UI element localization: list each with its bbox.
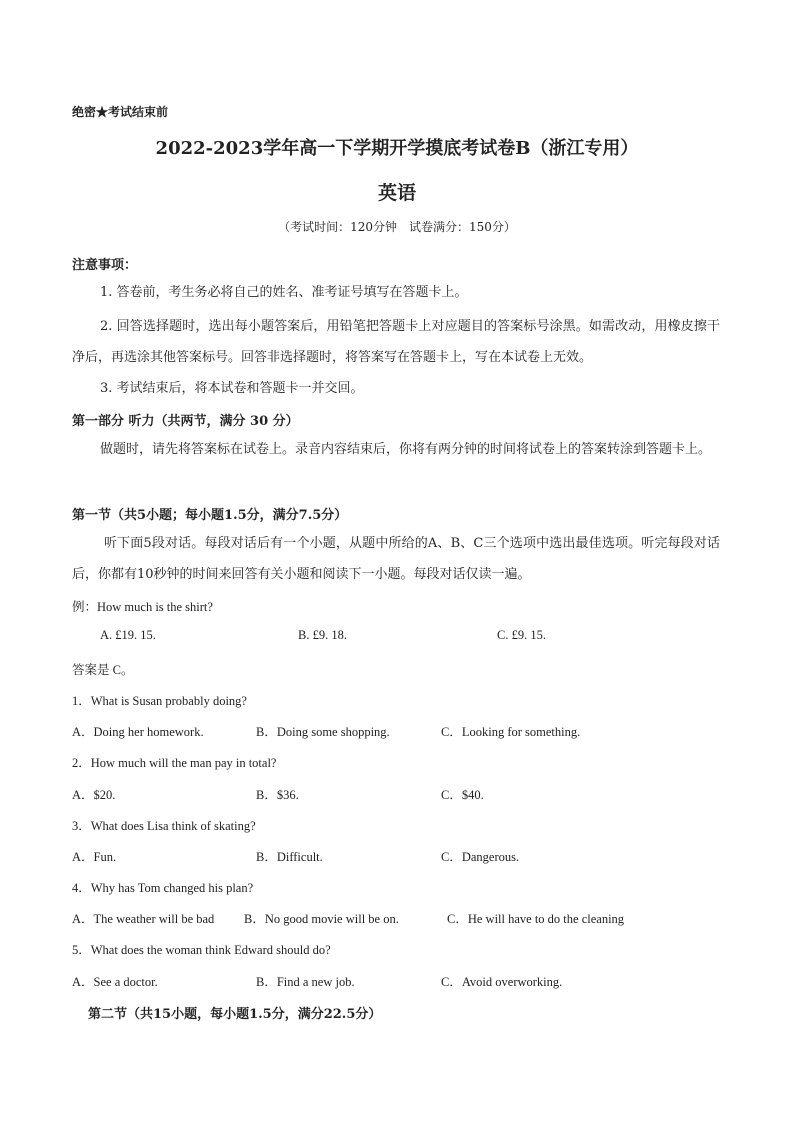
notes-heading: 注意事项： [72,258,138,273]
section1-instruction: 听下面5段对话。每段对话后有一个小题，从题中所给的A、B、C三个选项中选出最佳选项。听完每段对话后，你都有10秒钟的时间来回答有关小题和阅读下一小题。每段对话仅读一遍。 [72,536,720,582]
example-option-b: B. £9. 18. [298,628,347,642]
time-info: （考试时间：120分钟 试卷满分：150分） [278,220,516,234]
question-4: 4．Why has Tom changed his plan? [72,881,254,895]
exam-title: 2022-2023学年高一下学期开学摸底考试卷B（浙江专用） [155,138,639,159]
q3-option-c: C．Dangerous. [441,850,520,864]
example-option-a: A. £19. 15. [100,628,156,642]
note-item-2: 2. 回答选择题时，选出每小题答案后，用铅笔把答题卡上对应题目的答案标号涂黑。如需改动，用橡皮擦干净后，再选涂其他答案标号。回答非选择题时，将答案写在答题卡上，写在本试卷上无效。 [72,319,720,365]
note-item-3: 3. 考试结束后，将本试卷和答题卡一并交回。 [100,381,364,396]
q5-option-a: A．See a doctor. [72,975,158,989]
question-3: 3．What does Lisa think of skating? [72,819,256,833]
q4-option-c: C．He will have to do the cleaning [447,912,625,926]
q1-option-c: C．Looking for something. [441,725,581,739]
q3-option-a: A．Fun. [72,850,117,864]
section2-heading: 第二节（共15小题，每小题1.5分，满分22.5分） [88,1007,382,1022]
question-1: 1．What is Susan probably doing? [72,694,247,708]
example-option-c: C. £9. 15. [497,628,546,642]
q3-option-b: B．Difficult. [256,850,323,864]
q2-option-a: A．$20. [72,788,116,802]
question-2: 2．How much will the man pay in total? [72,756,277,770]
example-answer: 答案是 C。 [72,663,134,677]
question-5: 5．What does the woman think Edward should do? [72,943,331,957]
note-item-1: 1. 答卷前，考生务必将自己的姓名、准考证号填写在答题卡上。 [100,285,468,300]
subject-title: 英语 [377,182,416,204]
q5-option-c: C．Avoid overworking. [441,975,563,989]
q4-option-b: B．No good movie will be on. [244,912,399,926]
example-question: 例：How much is the shirt? [72,600,213,614]
section1-heading: 第一节（共5小题；每小题1.5分，满分7.5分） [72,508,348,523]
q2-option-c: C．$40. [441,788,484,802]
part1-instruction: 做题时，请先将答案标在试卷上。录音内容结束后，你将有两分钟的时间将试卷上的答案转涂到答题卡上。 [100,442,712,457]
q2-option-b: B．$36. [256,788,299,802]
confidential-mark: 绝密★考试结束前 [72,105,169,119]
q4-option-a: A．The weather will be bad [72,912,215,926]
q1-option-b: B．Doing some shopping. [256,725,390,739]
q1-option-a: A．Doing her homework. [72,725,204,739]
q5-option-b: B．Find a new job. [256,975,355,989]
part1-heading: 第一部分 听力（共两节，满分 30 分） [72,414,299,429]
